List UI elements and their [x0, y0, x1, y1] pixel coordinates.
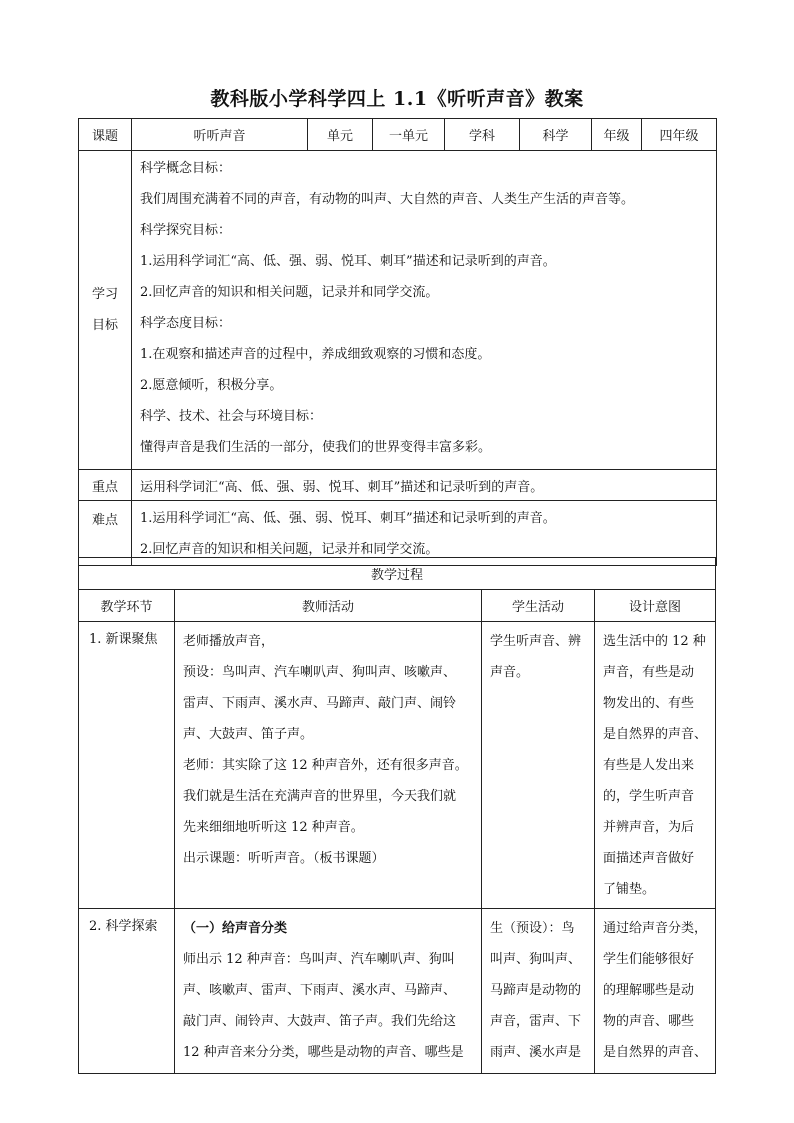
goal-line: 科学态度目标： — [140, 316, 232, 331]
column-header: 教学环节 — [79, 590, 175, 622]
section-heading: （一）给声音分类 — [183, 921, 288, 936]
key-point-label: 重点 — [79, 470, 132, 501]
goals-label: 学习 目标 — [79, 151, 132, 470]
key-point-text: 运用科学词汇“高、低、强、弱、悦耳、刺耳”描述和记录听到的声音。 — [132, 470, 717, 501]
teacher-activity: 老师播放声音， 预设：鸟叫声、汽车喇叭声、狗叫声、咳嗽声、 雷声、下雨声、溪水声、马蹄声、敲门声、闹铃 声、大鼓声、笛子声。 老师：其实除了这 12 种声音外，还有很多声音。 我们就是生活在充满声音的世界里，今天我们就 先来细细地听听这 12 种声音。 出示课题：听听声音。（板书课题） — [175, 622, 482, 909]
process-row — [79, 622, 716, 909]
stage-label: 2. 科学探索 — [79, 909, 175, 1074]
student-activity: 生（预设）：鸟 叫声、狗叫声、 马蹄声是动物的 声音，雷声、下 雨声、溪水声是 — [482, 909, 595, 1074]
goal-line: 1.在观察和描述声音的过程中，养成细致观察的习惯和态度。 — [140, 347, 491, 362]
goals-content — [132, 151, 717, 470]
difficulty-line: 2.回忆声音的知识和相关问题，记录并和同学交流。 — [140, 542, 439, 557]
process-row — [79, 909, 716, 1074]
difficulty-content — [132, 501, 717, 566]
goals-row — [79, 151, 717, 470]
course-label: 课题 — [79, 119, 132, 151]
info-row — [79, 119, 717, 151]
column-header: 教师活动 — [175, 590, 482, 622]
process-heading-row — [79, 558, 716, 590]
course-value: 听听声音 — [132, 119, 308, 151]
student-activity: 学生听声音、辨 声音。 — [482, 622, 595, 909]
grade-label: 年级 — [592, 119, 642, 151]
key-point-row — [79, 470, 717, 501]
subject-label: 学科 — [445, 119, 520, 151]
goal-line: 科学概念目标： — [140, 161, 232, 176]
unit-label: 单元 — [308, 119, 373, 151]
stage-label: 1. 新课聚焦 — [79, 622, 175, 909]
goal-line: 科学探究目标： — [140, 223, 232, 238]
goal-line: 科学、技术、社会与环境目标： — [140, 409, 323, 424]
teacher-activity: （一）给声音分类 师出示 12 种声音：鸟叫声、汽车喇叭声、狗叫 声、咳嗽声、雷声、下雨声、溪水声、马蹄声、 敲门声、闹铃声、大鼓声、笛子声。我们先给这 12 种声音来分分类，哪些是动物的声音、哪些是 — [175, 909, 482, 1074]
column-header: 设计意图 — [595, 590, 716, 622]
goal-line: 懂得声音是我们生活的一部分，使我们的世界变得丰富多彩。 — [140, 440, 492, 455]
unit-value: 一单元 — [373, 119, 445, 151]
goal-line: 我们周围充满着不同的声音，有动物的叫声、大自然的声音、人类生产生活的声音等。 — [140, 192, 635, 207]
teaching-process-table — [78, 557, 716, 1074]
page-title: 教科版小学科学四上 1.1《听听声音》教案 — [210, 88, 584, 110]
process-heading: 教学过程 — [79, 558, 716, 590]
column-header: 学生活动 — [482, 590, 595, 622]
process-header-row — [79, 590, 716, 622]
difficulty-line: 1.运用科学词汇“高、低、强、弱、悦耳、刺耳”描述和记录听到的声音。 — [140, 511, 556, 526]
goal-line: 2.愿意倾听，积极分享。 — [140, 378, 283, 393]
grade-value: 四年级 — [642, 119, 717, 151]
difficulty-row — [79, 501, 717, 566]
goal-line: 2.回忆声音的知识和相关问题，记录并和同学交流。 — [140, 285, 439, 300]
design-intent: 通过给声音分类， 学生们能够很好 的理解哪些是动 物的声音、哪些 是自然界的声音、 — [595, 909, 716, 1074]
subject-value: 科学 — [520, 119, 592, 151]
design-intent: 选生活中的 12 种 声音，有些是动 物发出的、有些 是自然界的声音、 有些是人发出来 的，学生听声音 并辨声音，为后 面描述声音做好 了铺垫。 — [595, 622, 716, 909]
lesson-info-table — [78, 118, 717, 566]
difficulty-label: 难点 — [79, 501, 132, 566]
goal-line: 1.运用科学词汇“高、低、强、弱、悦耳、刺耳”描述和记录听到的声音。 — [140, 254, 556, 269]
